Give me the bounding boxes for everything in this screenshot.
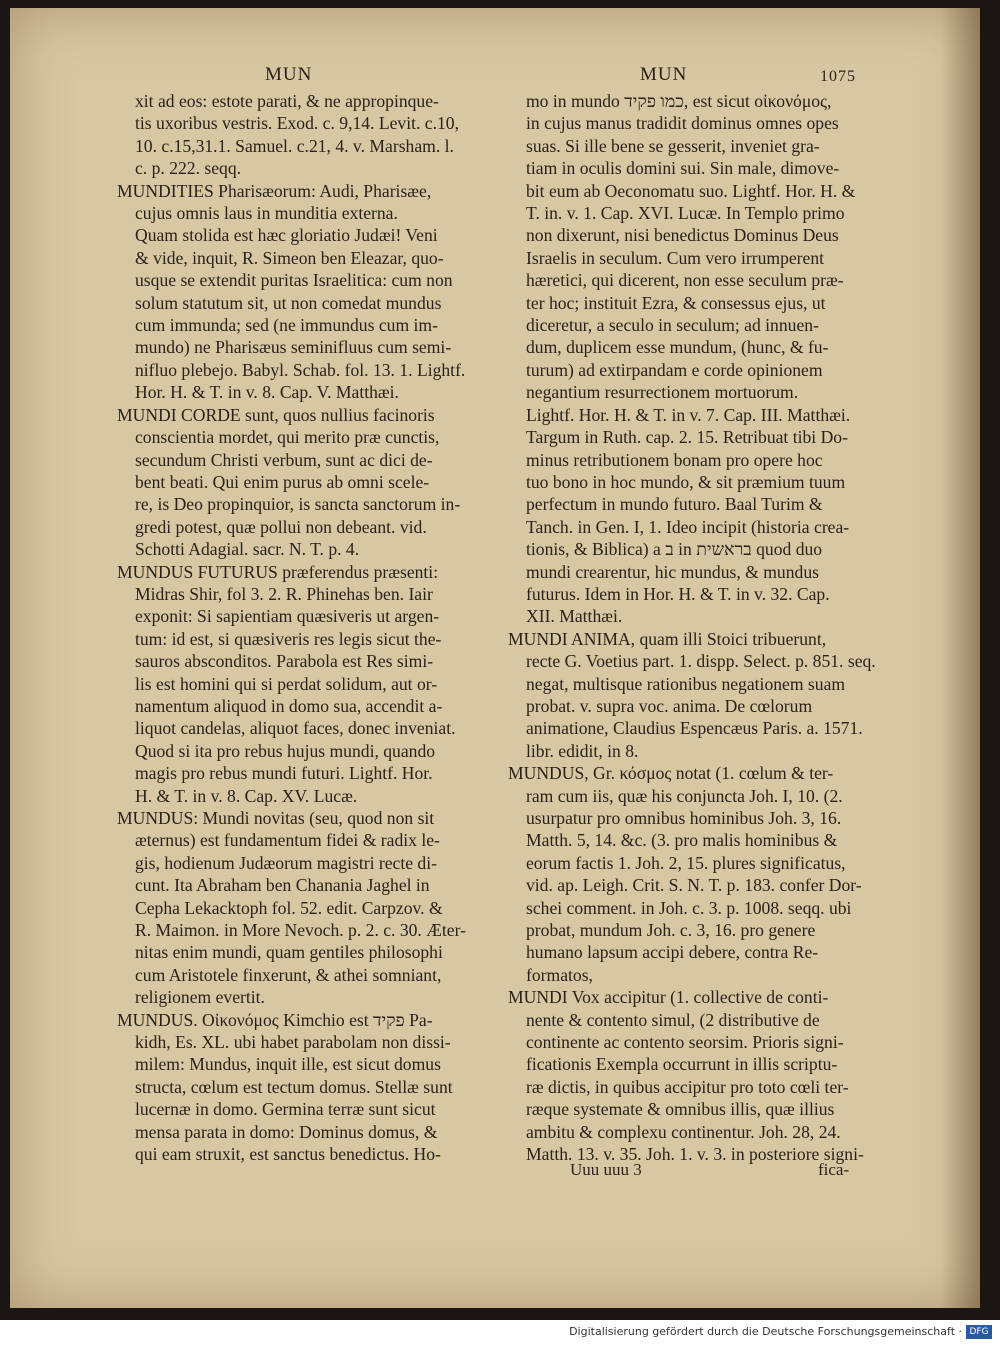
text-line: Midras Shir, fol 3. 2. R. Phinehas ben. Iair	[135, 583, 433, 604]
text-line: Cepha Lekacktoph fol. 52. edit. Carpzov. &	[135, 897, 443, 918]
text-line: ræque systemate & omnibus illis, quæ illius	[526, 1099, 835, 1120]
text-line: re, is Deo propinquior, is sancta sanctorum in-	[135, 494, 461, 515]
text-line: cum immunda; sed (ne immundus cum im-	[135, 315, 438, 336]
text-line: tum: id est, si quæsiveris res legis sicut the-	[135, 628, 442, 649]
text-line: usque se extendit puritas Israelitica: cum non	[135, 270, 453, 291]
text-line: magis pro rebus mundi futuri. Lightf. Hor.	[135, 763, 433, 784]
text-line: dum, duplicem esse mundum, (hunc, & fu-	[526, 337, 829, 358]
text-line: cunt. Ita Abraham ben Chanania Jaghel in	[135, 875, 430, 896]
text-line: cujus omnis laus in munditia externa.	[135, 203, 398, 224]
text-line: c. p. 222. seqq.	[135, 158, 242, 179]
header-left-running-title: MUN	[265, 64, 313, 85]
text-line: recte G. Voetius part. 1. dispp. Select. p. 851. seq.	[526, 651, 876, 672]
text-line: non dixerunt, nisi benedictus Dominus Deus	[526, 225, 839, 246]
text-line: tuo bono in hoc mundo, & sit præmium tuum	[526, 471, 846, 492]
text-line: MUNDI ANIMA, quam illi Stoici tribuerunt,	[508, 628, 827, 649]
signature-mark: Uuu uuu 3	[570, 1160, 642, 1179]
text-line: mo in mundo כמו פקיד, est sicut οἰκονόμος,	[526, 91, 832, 111]
text-line: negat, multisque rationibus negationem suam	[526, 673, 846, 694]
text-line: 10. c.15,31.1. Samuel. c.21, 4. v. Marsham. l.	[135, 135, 454, 156]
text-line: namentum aliquod in domo sua, accendit a-	[135, 695, 443, 716]
text-line: mundo) ne Pharisæus seminifluus cum semi-	[135, 337, 452, 358]
text-line: turum) ad extirpandam e corde opinionem	[526, 359, 823, 380]
text-line: MUNDI Vox accipitur (1. collective de conti-	[508, 987, 829, 1008]
text-line: xit ad eos: estote parati, & ne appropinque-	[135, 91, 439, 111]
text-line: MUNDITIES Pharisæorum: Audi, Pharisæe,	[117, 180, 432, 201]
text-line: ter hoc; instituit Ezra, & consessus ejus, ut	[526, 292, 826, 313]
catchword: fica-	[818, 1160, 850, 1179]
text-line: Schotti Adagial. sacr. N. T. p. 4.	[135, 539, 360, 560]
text-line: tionis, & Biblica) a ב in בראשית quod duo	[526, 539, 823, 560]
text-line: tis uxoribus vestris. Exod. c. 9,14. Levit. c.10,	[135, 113, 459, 134]
text-line: ram cum iis, quæ his conjuncta Joh. I, 10. (2.	[526, 785, 843, 806]
text-line: structa, cœlum est tectum domus. Stellæ sunt	[135, 1076, 453, 1097]
text-line: nente & contento simul, (2 distributive de	[526, 1009, 820, 1030]
text-line: Quam stolida est hæc gloriatio Judæi! Veni	[135, 225, 438, 246]
text-line: æternus) est fundamentum fidei & radix le-	[135, 830, 440, 851]
text-line: lis est homini qui si perdat solidum, aut or-	[135, 673, 438, 694]
text-line: tiam in oculis domini sui. Sin male, dimove-	[526, 158, 840, 179]
text-line: minus retributionem bonam pro opere hoc	[526, 449, 823, 470]
text-line: lucernæ in domo. Germina terræ sunt sicut	[135, 1099, 436, 1120]
text-line: Tanch. in Gen. I, 1. Ideo incipit (historia crea-	[526, 516, 850, 537]
text-line: mundi crearentur, hic mundus, & mundus	[526, 561, 819, 582]
footer-bar	[0, 1320, 1000, 1347]
text-line: H. & T. in v. 8. Cap. XV. Lucæ.	[135, 785, 358, 806]
text-line: ambitu & complexu continentur. Joh. 28, 24.	[526, 1121, 841, 1142]
book-page	[10, 8, 980, 1308]
text-line: Matth. 5, 14. &c. (3. pro malis hominibus &	[526, 830, 838, 851]
text-line: MUNDUS. Οἰκονόμος Kimchio est פקיד Pa-	[117, 1009, 433, 1030]
text-line: gredi potest, quæ pollui non debeant. vid.	[135, 516, 427, 537]
text-line: Targum in Ruth. cap. 2. 15. Retribuat tibi Do-	[526, 427, 848, 448]
footer-credit: Digitalisierung gefördert durch die Deutsche Forschungsgemeinschaft ·	[569, 1325, 962, 1338]
text-line: nifluo plebejo. Babyl. Schab. fol. 13. 1. Lightf.	[135, 359, 466, 380]
text-line: hæretici, qui dicerent, non esse seculum præ-	[526, 270, 844, 291]
text-line: usurpatur pro omnibus hominibus Joh. 3, 16.	[526, 808, 842, 828]
text-line: bit eum ab Oeconomatu suo. Lightf. Hor. H. &	[526, 180, 856, 201]
text-line: MUNDUS: Mundi novitas (seu, quod non sit	[117, 808, 435, 828]
text-line: ræ dictis, in quibus accipitur pro toto cœli ter-	[526, 1076, 849, 1097]
text-line: probat. v. supra voc. anima. De cœlorum	[526, 695, 813, 716]
header-right-running-title: MUN	[640, 64, 688, 85]
text-line: Hor. H. & T. in v. 8. Cap. V. Matthæi.	[135, 382, 399, 403]
text-line: formatos,	[526, 964, 593, 985]
text-line: suas. Si ille bene se gesserit, inveniet gra-	[526, 135, 820, 156]
text-line: gis, hodienum Judæorum magistri recte di-	[135, 852, 437, 873]
text-line: diceretur, a seculo in seculum; ad innuen-	[526, 315, 819, 336]
right-column	[508, 90, 880, 1166]
dfg-logo: DFG	[966, 1325, 992, 1339]
text-line: mensa parata in domo: Dominus domus, &	[135, 1121, 438, 1142]
text-line: nitas enim mundi, quam gentiles philosophi	[135, 942, 443, 963]
page-number: 1075	[820, 68, 856, 85]
text-line: Matth. 13. v. 35. Joh. 1. v. 3. in posteriore signi-	[526, 1144, 864, 1165]
text-line: probat, mundum Joh. c. 3, 16. pro genere	[526, 920, 816, 941]
left-column	[117, 90, 485, 1166]
text-line: liquot candelas, aliquot faces, donec inveniat.	[135, 718, 456, 739]
text-line: kidh, Es. XL. ubi habet parabolam non dissi-	[135, 1032, 451, 1053]
text-line: sauros absconditos. Parabola est Res simi-	[135, 651, 434, 672]
text-line: eorum factis 1. Joh. 2, 15. plures significatus,	[526, 852, 846, 873]
text-line: animatione, Claudius Espencæus Paris. a. 1571.	[526, 718, 863, 739]
text-line: religionem evertit.	[135, 987, 265, 1008]
text-line: qui eam struxit, est sanctus benedictus. Ho-	[135, 1144, 441, 1165]
text-line: cum Aristotele finxerunt, & athei somniant,	[135, 964, 442, 985]
text-line: conscientia mordet, qui merito præ cunctis,	[135, 427, 440, 448]
text-line: Israelis in seculum. Cum vero irrumperent	[526, 247, 825, 268]
text-line: exponit: Si sapientiam quæsiveris ut argen-	[135, 606, 440, 627]
text-line: continente ac contento seorsim. Prioris signi-	[526, 1032, 844, 1053]
text-line: R. Maimon. in More Nevoch. p. 2. c. 30. Æter-	[135, 920, 466, 941]
text-line: T. in. v. 1. Cap. XVI. Lucæ. In Templo primo	[526, 203, 845, 224]
text-line: futurus. Idem in Hor. H. & T. in v. 32. Cap.	[526, 583, 830, 604]
text-line: vid. ap. Leigh. Crit. S. N. T. p. 183. confer Dor-	[526, 875, 862, 896]
text-line: MUNDUS FUTURUS præferendus præsenti:	[117, 561, 439, 582]
text-line: XII. Matthæi.	[526, 606, 623, 627]
text-line: milem: Mundus, inquit ille, est sicut domus	[135, 1054, 441, 1075]
text-line: negantium resurrectionem mortuorum.	[526, 382, 799, 403]
text-line: MUNDI CORDE sunt, quos nullius facinoris	[117, 404, 435, 425]
text-line: schei comment. in Joh. c. 3. p. 1008. seqq. ubi	[526, 897, 852, 918]
text-line: bent beati. Qui enim purus ab omni scele-	[135, 471, 430, 492]
text-line: libr. edidit, in 8.	[526, 740, 639, 761]
text-line: humano lapsum accipi debere, contra Re-	[526, 942, 819, 963]
text-line: in cujus manus tradidit dominus omnes opes	[526, 113, 839, 134]
text-line: & vide, inquit, R. Simeon ben Eleazar, quo-	[135, 247, 444, 268]
text-line: MUNDUS, Gr. κόσμος notat (1. cœlum & ter-	[508, 763, 834, 784]
text-line: Lightf. Hor. H. & T. in v. 7. Cap. III. Matthæi.	[526, 404, 851, 425]
text-line: secundum Christi verbum, sunt ac dici de-	[135, 449, 433, 470]
text-line: solum statutum sit, ut non comedat mundus	[135, 292, 442, 313]
text-line: Quod si ita pro rebus hujus mundi, quando	[135, 740, 436, 761]
text-line: ficationis Exempla occurrunt in illis scriptu-	[526, 1054, 838, 1075]
text-line: perfectum in mundo futuro. Baal Turim &	[526, 494, 823, 515]
